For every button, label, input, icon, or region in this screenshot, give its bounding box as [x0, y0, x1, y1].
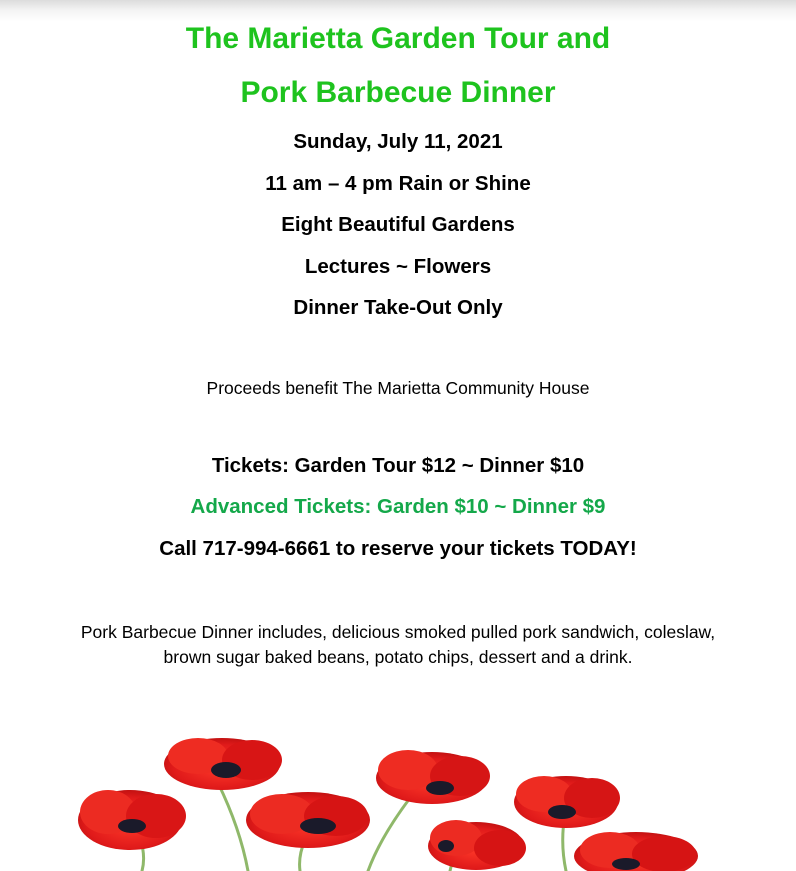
reserve-call: Call 717-994-6661 to reserve your tickets TODAY!	[159, 537, 637, 560]
poppy-6	[514, 776, 620, 828]
poppy-1	[78, 790, 186, 850]
event-date: Sunday, July 11, 2021	[293, 130, 503, 153]
advanced-ticket-prices: Advanced Tickets: Garden $10 ~ Dinner $9	[190, 495, 606, 518]
poppy-5	[428, 820, 526, 870]
menu-line-1: Pork Barbecue Dinner includes, delicious smoked pulled pork sandwich, coleslaw,	[80, 622, 716, 642]
top-shadow	[0, 0, 796, 22]
title-line-1: The Marietta Garden Tour and	[185, 22, 611, 55]
poppy-flowers-icon	[0, 728, 796, 871]
proceeds-note: Proceeds benefit The Marietta Community House	[206, 378, 590, 398]
poppy-3	[246, 792, 370, 848]
poppy-7	[574, 832, 698, 871]
poppy-4	[376, 750, 490, 804]
poppy-2	[164, 738, 282, 790]
ticket-prices: Tickets: Garden Tour $12 ~ Dinner $10	[211, 454, 585, 477]
event-dinner: Dinner Take-Out Only	[293, 296, 503, 319]
title-line-2: Pork Barbecue Dinner	[240, 76, 556, 109]
event-gardens: Eight Beautiful Gardens	[281, 213, 515, 236]
menu-line-2: brown sugar baked beans, potato chips, dessert and a drink.	[163, 647, 633, 667]
event-features: Lectures ~ Flowers	[304, 255, 492, 278]
event-time: 11 am – 4 pm Rain or Shine	[265, 172, 531, 195]
